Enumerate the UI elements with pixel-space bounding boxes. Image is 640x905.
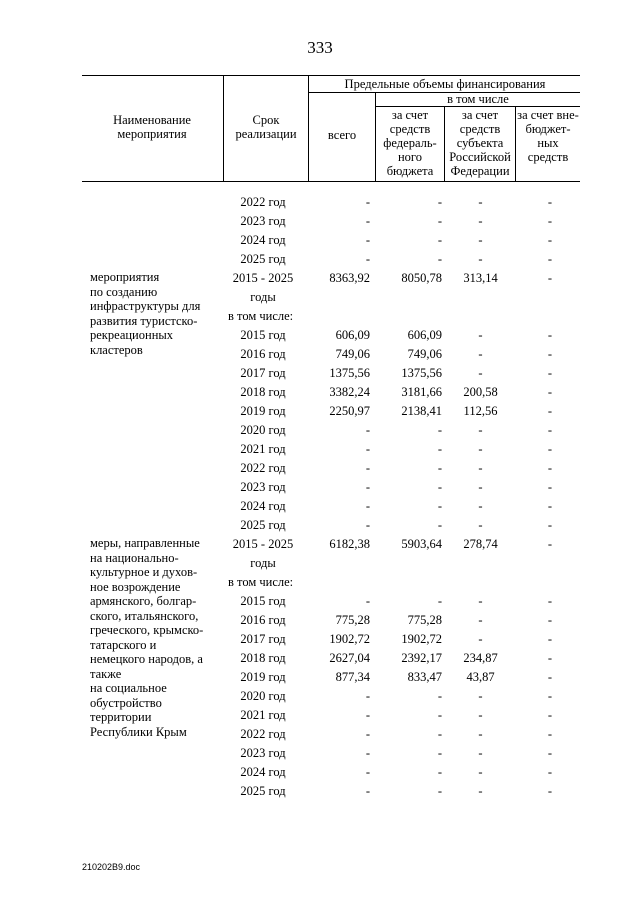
cell-period: 2024 год (240, 233, 286, 247)
cell-regional: - (478, 784, 483, 798)
cell-external: - (547, 385, 553, 399)
cell-external: - (547, 480, 553, 494)
activity-name-line: территории (90, 710, 152, 724)
cell-federal: 833,47 (407, 670, 442, 684)
cell-federal: - (437, 461, 442, 475)
activity-name-line: греческого, крымско- (90, 623, 204, 637)
activity-name-line: на национально- (90, 550, 179, 565)
cell-federal: 2392,17 (401, 651, 442, 665)
cell-regional: - (478, 746, 483, 760)
table-row (0, 782, 640, 801)
cell-federal: 8050,78 (401, 271, 442, 285)
cell-regional: - (478, 347, 483, 361)
activity-name-line: культурное и духов- (90, 565, 198, 579)
cell-total: - (365, 480, 370, 494)
cell-total: - (365, 518, 370, 532)
cell-external: - (547, 594, 553, 608)
table-row (0, 383, 640, 402)
cell-regional: - (478, 708, 483, 722)
cell-total: 1902,72 (329, 632, 370, 646)
cell-period: 2022 год (240, 461, 286, 475)
cell-federal: - (437, 708, 442, 722)
cell-period: 2018 год (240, 385, 286, 399)
cell-regional: - (478, 252, 483, 266)
cell-regional: 234,87 (463, 651, 498, 665)
table-row (0, 459, 640, 478)
activity-name-line: меры, направленные (90, 536, 200, 550)
cell-period: 2024 год (240, 765, 286, 779)
cell-federal: 749,06 (407, 347, 442, 361)
cell-federal: - (437, 499, 442, 513)
cell-total: - (365, 214, 370, 228)
cell-federal: - (437, 442, 442, 456)
header-bottom-rule (82, 181, 580, 182)
cell-period: 2021 год (240, 708, 286, 722)
cell-external: - (547, 632, 553, 646)
table-row (0, 497, 640, 516)
table-row (0, 193, 640, 212)
in-that-number-label: в том числе: (228, 575, 294, 589)
cell-period: 2025 год (240, 518, 286, 532)
cell-regional: - (478, 518, 483, 532)
activity-name-line: по созданию (90, 284, 158, 299)
cell-external: - (547, 442, 553, 456)
cell-period: годы (250, 290, 276, 304)
cell-total: 6182,38 (329, 537, 370, 551)
cell-total: - (365, 746, 370, 760)
cell-federal: 606,09 (407, 328, 442, 342)
cell-period: 2015 - 2025 (232, 271, 294, 285)
cell-total: - (365, 594, 370, 608)
header-federal-col: за счет средств федераль-ного бюджета (383, 108, 437, 178)
activity-name-line: армянского, болгар- (90, 594, 197, 608)
cell-total: - (365, 689, 370, 703)
activity-name-2 (90, 536, 228, 739)
activity-name-line: татарского и (90, 637, 157, 652)
cell-external: - (547, 271, 553, 285)
cell-period: 2023 год (240, 214, 286, 228)
cell-federal: - (437, 518, 442, 532)
activity-name-line: немецкого народов, а (90, 652, 203, 666)
cell-total: 3382,24 (329, 385, 370, 399)
cell-regional: - (478, 480, 483, 494)
header-external-col: за счет вне-бюджет-ных средств (517, 108, 579, 164)
cell-regional: - (478, 442, 483, 456)
activity-name-line: инфраструктуры для (90, 299, 201, 313)
cell-period: 2015 - 2025 (232, 537, 294, 551)
activity-name-line: ского, итальянского, (90, 608, 199, 623)
table-row (0, 402, 640, 421)
cell-period: 2025 год (240, 252, 286, 266)
cell-federal: - (437, 746, 442, 760)
activity-name-line: развития туристско- (90, 313, 198, 328)
page-number: 333 (307, 38, 333, 57)
table-row (0, 250, 640, 269)
cell-federal: - (437, 689, 442, 703)
cell-total: 2627,04 (329, 651, 370, 665)
cell-total: 749,06 (335, 347, 370, 361)
cell-total: 775,28 (335, 613, 370, 627)
cell-external: - (547, 689, 553, 703)
cell-period: 2020 год (240, 689, 286, 703)
cell-federal: - (437, 784, 442, 798)
cell-period: 2023 год (240, 746, 286, 760)
header-total-col: всего (327, 128, 357, 142)
cell-external: - (547, 252, 553, 266)
cell-total: 2250,97 (329, 404, 370, 418)
cell-external: - (547, 404, 553, 418)
cell-federal: - (437, 480, 442, 494)
cell-regional: - (478, 689, 483, 703)
cell-period: 2024 год (240, 499, 286, 513)
header-funding-title: Предельные объемы финансирования (344, 77, 546, 91)
cell-external: - (547, 195, 553, 209)
cell-regional: - (478, 727, 483, 741)
cell-total: - (365, 442, 370, 456)
cell-period: 2015 год (240, 328, 286, 342)
cell-federal: - (437, 233, 442, 247)
cell-period: 2023 год (240, 480, 286, 494)
activity-name-line: мероприятия (90, 270, 160, 284)
cell-total: - (365, 765, 370, 779)
activity-name-line: рекреационных (90, 328, 174, 342)
cell-period: 2016 год (240, 347, 286, 361)
cell-external: - (547, 708, 553, 722)
cell-regional: - (478, 594, 483, 608)
cell-period: 2021 год (240, 442, 286, 456)
cell-regional: - (478, 613, 483, 627)
cell-total: - (365, 195, 370, 209)
cell-federal: 5903,64 (401, 537, 442, 551)
cell-federal: - (437, 214, 442, 228)
cell-external: - (547, 537, 553, 551)
cell-regional: 278,74 (463, 537, 498, 551)
cell-total: 877,34 (335, 670, 370, 684)
activity-name-line: ное возрождение (90, 579, 181, 594)
cell-external: - (547, 347, 553, 361)
cell-regional: - (478, 233, 483, 247)
cell-total: - (365, 252, 370, 266)
table-row (0, 364, 640, 383)
cell-external: - (547, 613, 553, 627)
activity-name-line: обустройство (90, 695, 162, 710)
cell-external: - (547, 499, 553, 513)
cell-regional: - (478, 195, 483, 209)
in-that-number-label: в том числе: (228, 309, 294, 323)
cell-total: - (365, 233, 370, 247)
table-row (0, 212, 640, 231)
cell-period: 2015 год (240, 594, 286, 608)
activity-name-line: Республики Крым (90, 724, 187, 739)
header-divider-2 (308, 75, 309, 181)
cell-federal: - (437, 727, 442, 741)
cell-regional: 112,56 (463, 404, 498, 418)
cell-external: - (547, 214, 553, 228)
activity-name-line: кластеров (90, 342, 143, 357)
header-regional-col: за счет средств субъекта Российской Федерации (449, 108, 511, 178)
table-row (0, 421, 640, 440)
cell-external: - (547, 746, 553, 760)
cell-federal: 1902,72 (401, 632, 442, 646)
cell-federal: - (437, 423, 442, 437)
table-row (0, 763, 640, 782)
cell-federal: 775,28 (407, 613, 442, 627)
cell-total: - (365, 727, 370, 741)
cell-regional: - (478, 423, 483, 437)
cell-period: 2022 год (240, 727, 286, 741)
cell-total: - (365, 423, 370, 437)
cell-regional: - (478, 765, 483, 779)
cell-regional: - (478, 366, 483, 380)
cell-federal: - (437, 765, 442, 779)
header-top-rule (82, 75, 580, 76)
cell-external: - (547, 461, 553, 475)
cell-regional: - (478, 499, 483, 513)
cell-external: - (547, 328, 553, 342)
cell-external: - (547, 518, 553, 532)
cell-external: - (547, 366, 553, 380)
header-divider-5 (515, 106, 516, 181)
incl-rule (375, 106, 580, 107)
cell-period: 2019 год (240, 404, 286, 418)
footer-filename: 210202B9.doc (82, 862, 141, 872)
cell-period: 2025 год (240, 784, 286, 798)
cell-period: 2017 год (240, 366, 286, 380)
activity-name-line: также (90, 666, 122, 681)
cell-total: - (365, 461, 370, 475)
cell-external: - (547, 765, 553, 779)
table-row (0, 516, 640, 535)
cell-federal: 1375,56 (401, 366, 442, 380)
header-divider-1 (223, 75, 224, 181)
header-divider-4 (444, 106, 445, 181)
cell-federal: 2138,41 (401, 404, 442, 418)
cell-federal: - (437, 594, 442, 608)
cell-federal: - (437, 252, 442, 266)
cell-external: - (547, 651, 553, 665)
table-row (0, 440, 640, 459)
cell-regional: 43,87 (466, 670, 495, 684)
table-row (0, 478, 640, 497)
cell-period: 2018 год (240, 651, 286, 665)
cell-external: - (547, 233, 553, 247)
cell-total: 606,09 (335, 328, 370, 342)
cell-period: 2017 год (240, 632, 286, 646)
cell-period: годы (250, 556, 276, 570)
activity-name-line: на социальное (90, 681, 167, 695)
cell-total: 1375,56 (329, 366, 370, 380)
cell-federal: - (437, 195, 442, 209)
cell-total: - (365, 784, 370, 798)
cell-total: 8363,92 (329, 271, 370, 285)
cell-regional: - (478, 461, 483, 475)
cell-external: - (547, 727, 553, 741)
cell-external: - (547, 670, 553, 684)
cell-external: - (547, 423, 553, 437)
cell-total: - (365, 499, 370, 513)
activity-name-1 (90, 270, 228, 357)
cell-period: 2019 год (240, 670, 286, 684)
header-period-col: Срок реализации (235, 113, 297, 141)
cell-period: 2016 год (240, 613, 286, 627)
cell-regional: - (478, 214, 483, 228)
cell-regional: 313,14 (463, 271, 498, 285)
cell-regional: 200,58 (463, 385, 498, 399)
table-row (0, 744, 640, 763)
cell-period: 2022 год (240, 195, 286, 209)
cell-federal: 3181,66 (401, 385, 442, 399)
cell-external: - (547, 784, 553, 798)
cell-total: - (365, 708, 370, 722)
header-incl: в том числе (447, 92, 509, 106)
table-row (0, 231, 640, 250)
cell-regional: - (478, 632, 483, 646)
cell-regional: - (478, 328, 483, 342)
cell-period: 2020 год (240, 423, 286, 437)
header-name-col: Наименование мероприятия (113, 113, 191, 141)
